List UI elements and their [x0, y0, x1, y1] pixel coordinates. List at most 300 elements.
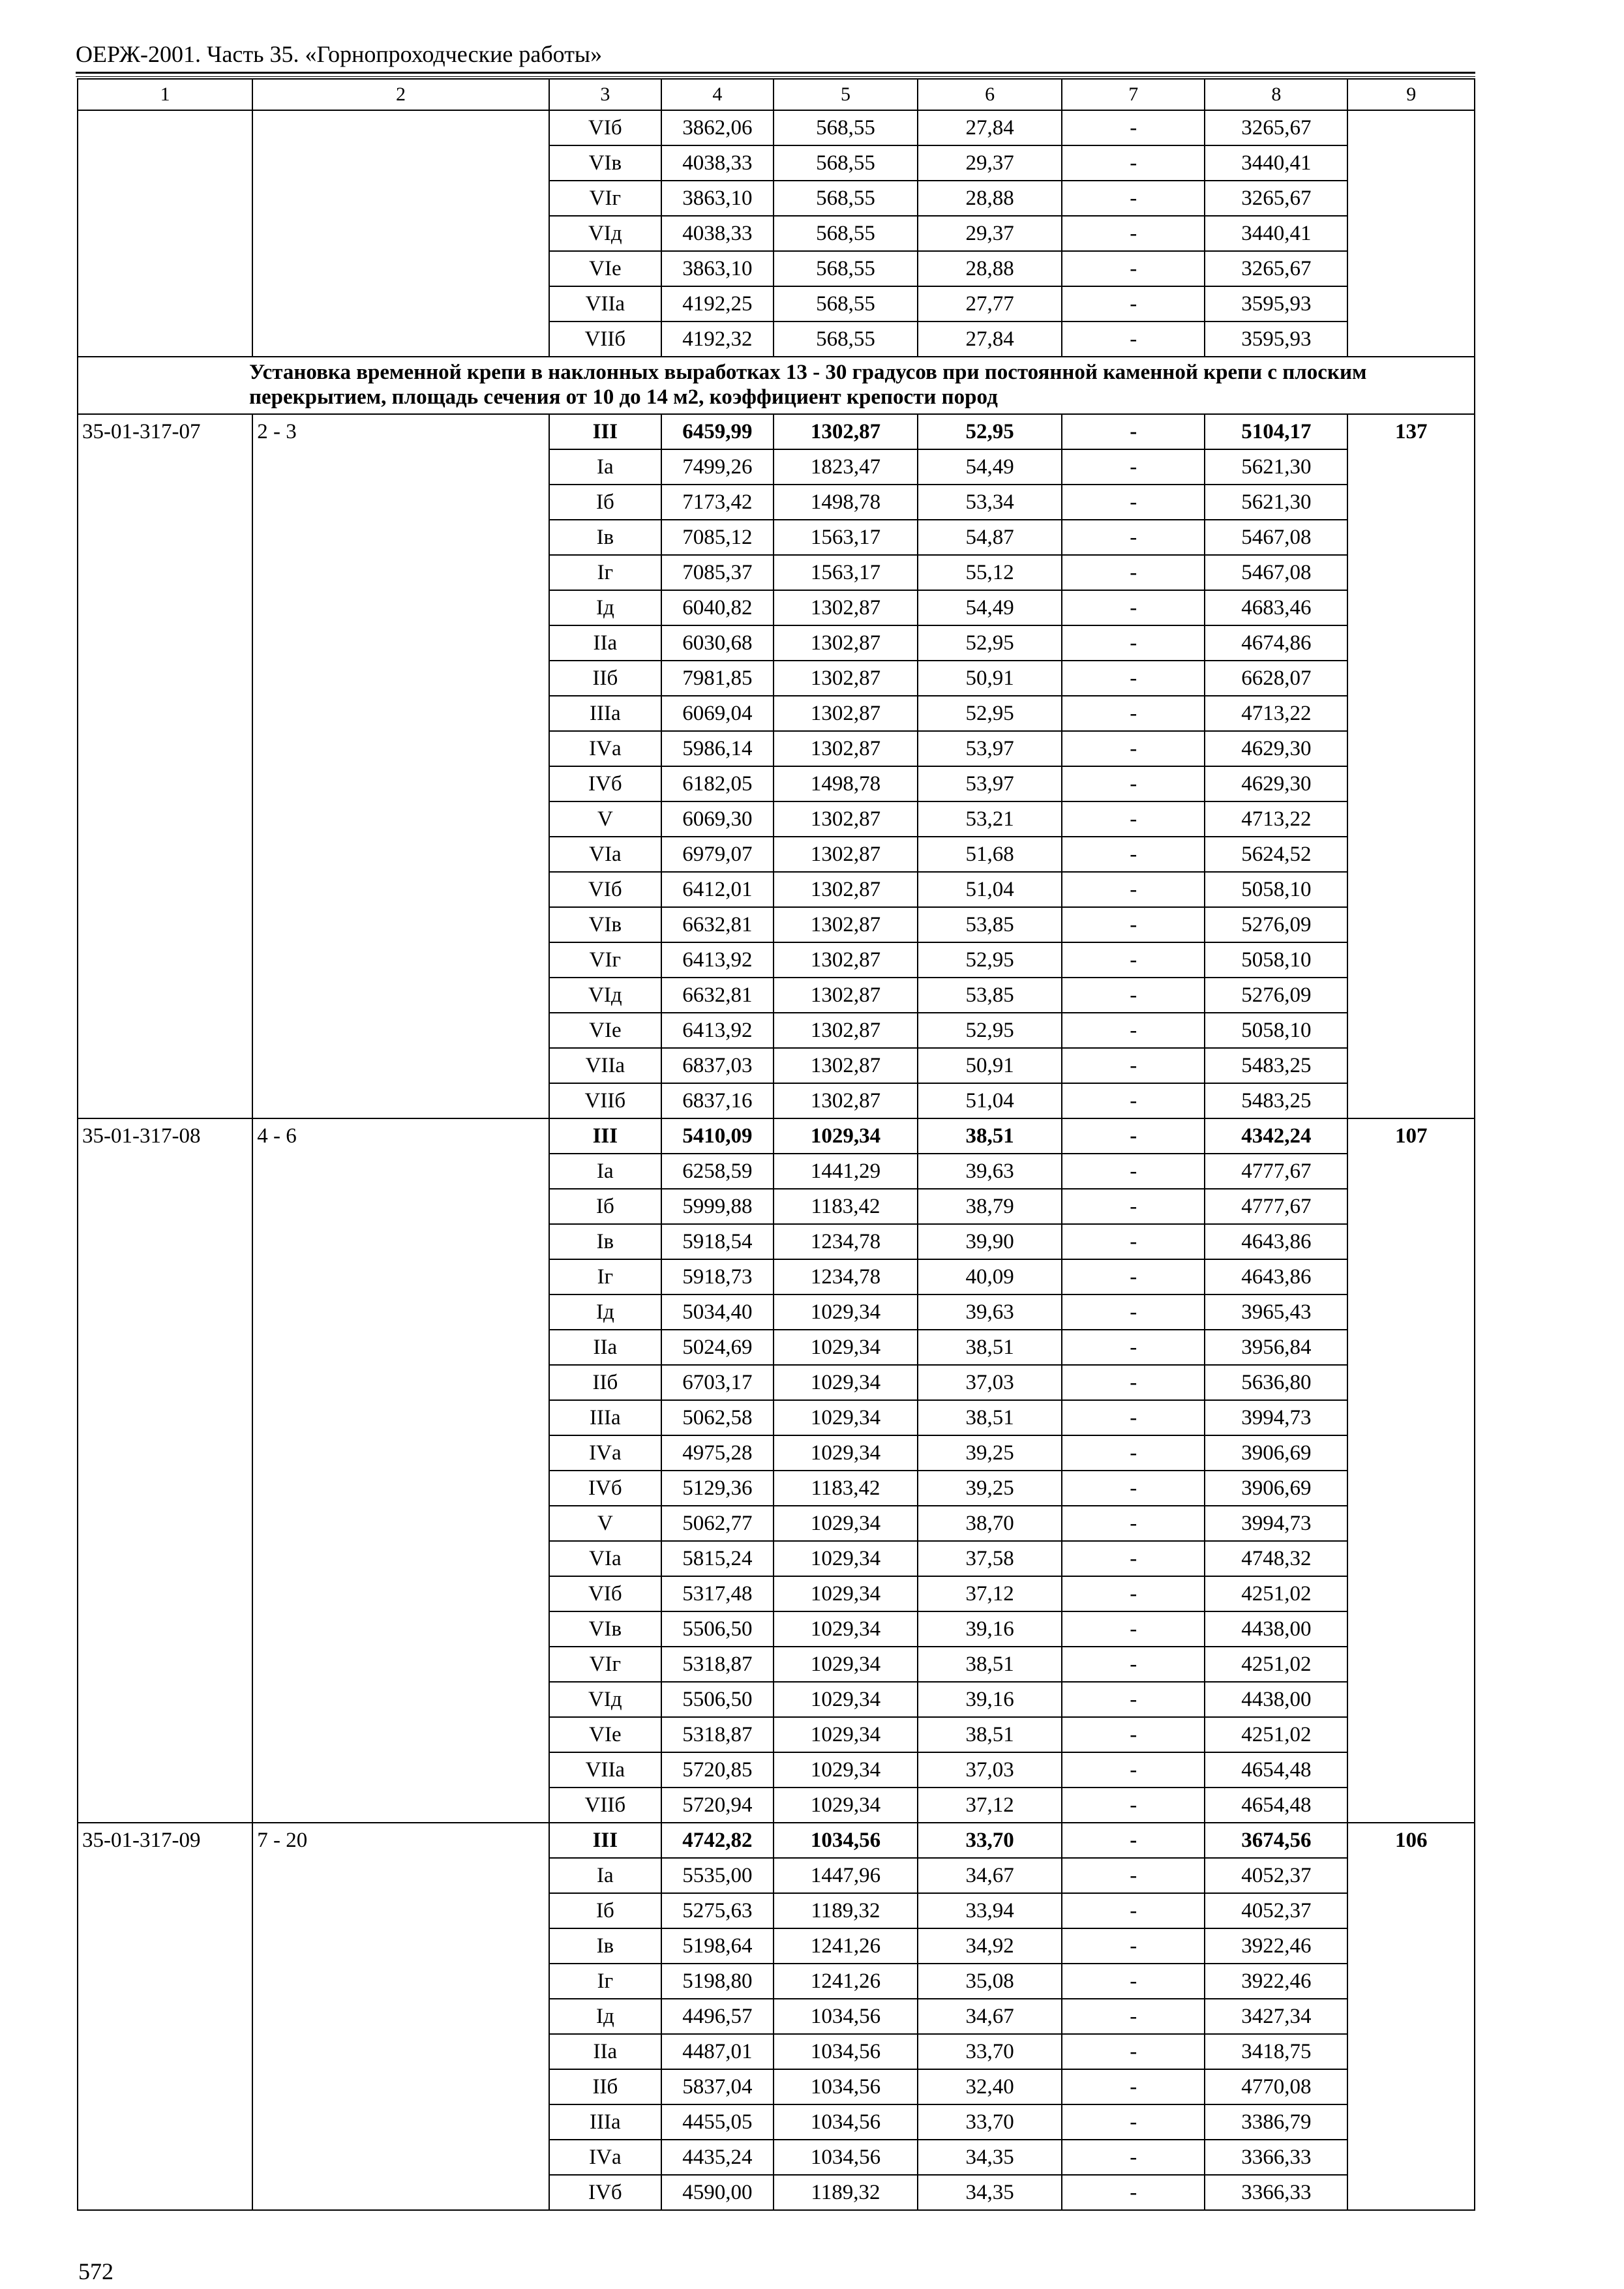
table-cell: 1189,32: [774, 2175, 918, 2210]
table-cell: -: [1062, 696, 1205, 731]
table-cell: 4713,22: [1205, 696, 1347, 731]
table-cell: 4435,24: [661, 2140, 774, 2175]
table-cell: III: [549, 1823, 661, 1858]
column-number: 1: [78, 79, 252, 110]
table-cell: 3863,10: [661, 251, 774, 286]
table-cell: 4052,37: [1205, 1893, 1347, 1928]
table-cell: -: [1062, 1858, 1205, 1893]
table-cell: 3265,67: [1205, 181, 1347, 216]
table-cell: 3427,34: [1205, 1999, 1347, 2034]
table-cell: -: [1062, 1400, 1205, 1435]
code-cell: [78, 110, 252, 357]
table-cell: 6040,82: [661, 590, 774, 625]
table-cell: 5621,30: [1205, 485, 1347, 520]
table-cell: 3265,67: [1205, 251, 1347, 286]
table-cell: 4770,08: [1205, 2069, 1347, 2104]
table-cell: -: [1062, 1752, 1205, 1788]
section-title-text: Установка временной крепи в наклонных выработках 13 - 30 градусов при постоянной каменной крепи с плоским перекрытием, площадь сечения от 10 до 14 м2, коэффициент крепости пород: [249, 361, 1367, 409]
table-cell: 27,84: [918, 110, 1062, 145]
table-cell: -: [1062, 1259, 1205, 1294]
table-cell: 34,92: [918, 1928, 1062, 1964]
table-cell: 7499,26: [661, 449, 774, 485]
table-cell: 50,91: [918, 661, 1062, 696]
table-cell: -: [1062, 555, 1205, 590]
table-cell: 5506,50: [661, 1682, 774, 1717]
table-cell: 34,67: [918, 1999, 1062, 2034]
table-cell: V: [549, 801, 661, 837]
table-row: [78, 1118, 1475, 1154]
table-cell: -: [1062, 731, 1205, 766]
table-cell: VIIа: [549, 1752, 661, 1788]
table-cell: 5506,50: [661, 1611, 774, 1647]
table-cell: 5198,64: [661, 1928, 774, 1964]
table-cell: 3994,73: [1205, 1506, 1347, 1541]
table-cell: 52,95: [918, 1013, 1062, 1048]
table-cell: Iд: [549, 1999, 661, 2034]
table-cell: -: [1062, 1118, 1205, 1154]
table-cell: -: [1062, 322, 1205, 357]
table-cell: 3366,33: [1205, 2175, 1347, 2210]
table-cell: 1302,87: [774, 942, 918, 978]
column-number: 3: [549, 79, 661, 110]
table-cell: 33,70: [918, 2034, 1062, 2069]
range-cell: 7 - 20: [252, 1823, 549, 2210]
table-cell: 52,95: [918, 696, 1062, 731]
table-cell: 5034,40: [661, 1294, 774, 1330]
table-cell: 37,58: [918, 1541, 1062, 1576]
table-cell: 1302,87: [774, 872, 918, 907]
table-cell: III: [549, 1118, 661, 1154]
table-cell: 4748,32: [1205, 1541, 1347, 1576]
table-cell: III: [549, 414, 661, 449]
table-cell: 7085,12: [661, 520, 774, 555]
table-cell: 5062,77: [661, 1506, 774, 1541]
table-cell: IIб: [549, 661, 661, 696]
table-cell: 53,97: [918, 731, 1062, 766]
table-row: [78, 414, 1475, 449]
table-cell: 5318,87: [661, 1647, 774, 1682]
table-cell: 5276,09: [1205, 907, 1347, 942]
table-cell: 38,79: [918, 1189, 1062, 1224]
table-cell: 33,70: [918, 2104, 1062, 2140]
column-number: 9: [1347, 79, 1475, 110]
section-heading-row: [78, 357, 1475, 414]
table-cell: 1029,34: [774, 1541, 918, 1576]
table-cell: VIIб: [549, 1788, 661, 1823]
range-cell: 2 - 3: [252, 414, 549, 1118]
table-cell: -: [1062, 1294, 1205, 1330]
table-cell: 5058,10: [1205, 1013, 1347, 1048]
table-cell: -: [1062, 1893, 1205, 1928]
table-cell: 1302,87: [774, 696, 918, 731]
table-cell: 5815,24: [661, 1541, 774, 1576]
table-cell: 6979,07: [661, 837, 774, 872]
table-cell: 1302,87: [774, 590, 918, 625]
column-number-row: [78, 79, 1475, 110]
table-cell: 5024,69: [661, 1330, 774, 1365]
table-cell: 5467,08: [1205, 555, 1347, 590]
column-number: 7: [1062, 79, 1205, 110]
table-cell: 6703,17: [661, 1365, 774, 1400]
table-cell: IVб: [549, 1471, 661, 1506]
header-rule: [76, 72, 1475, 74]
table-cell: IIIа: [549, 696, 661, 731]
table-cell: 1302,87: [774, 907, 918, 942]
table-cell: 29,37: [918, 216, 1062, 251]
table-cell: 5062,58: [661, 1400, 774, 1435]
table-cell: 5104,17: [1205, 414, 1347, 449]
table-cell: 5483,25: [1205, 1083, 1347, 1118]
table-cell: 3440,41: [1205, 216, 1347, 251]
table-cell: V: [549, 1506, 661, 1541]
table-cell: 6632,81: [661, 978, 774, 1013]
table-cell: IIа: [549, 625, 661, 661]
table-cell: 4643,86: [1205, 1259, 1347, 1294]
table-cell: 1441,29: [774, 1154, 918, 1189]
table-cell: 34,35: [918, 2140, 1062, 2175]
table-cell: Iв: [549, 1928, 661, 1964]
table-cell: 5276,09: [1205, 978, 1347, 1013]
table-cell: 6069,04: [661, 696, 774, 731]
table-cell: IIб: [549, 1365, 661, 1400]
table-cell: -: [1062, 801, 1205, 837]
table-cell: 6030,68: [661, 625, 774, 661]
table-cell: 1034,56: [774, 2140, 918, 2175]
table-cell: 5467,08: [1205, 520, 1347, 555]
column-number: 6: [918, 79, 1062, 110]
table-cell: 33,70: [918, 1823, 1062, 1858]
column-number: 4: [661, 79, 774, 110]
table-cell: 4654,48: [1205, 1752, 1347, 1788]
table-cell: 5317,48: [661, 1576, 774, 1611]
table-cell: 5275,63: [661, 1893, 774, 1928]
table-cell: 1029,34: [774, 1752, 918, 1788]
range-cell: 4 - 6: [252, 1118, 549, 1823]
table-cell: 29,37: [918, 145, 1062, 181]
table-cell: 53,21: [918, 801, 1062, 837]
table-cell: -: [1062, 1506, 1205, 1541]
table-cell: 4038,33: [661, 216, 774, 251]
table-cell: 4683,46: [1205, 590, 1347, 625]
table-cell: 54,49: [918, 449, 1062, 485]
table-cell: 1029,34: [774, 1118, 918, 1154]
table-cell: 1302,87: [774, 731, 918, 766]
table-cell: 51,04: [918, 1083, 1062, 1118]
table-cell: VIг: [549, 1647, 661, 1682]
table-cell: -: [1062, 872, 1205, 907]
table-cell: -: [1062, 520, 1205, 555]
table-cell: 6459,99: [661, 414, 774, 449]
table-cell: -: [1062, 661, 1205, 696]
table-cell: 1034,56: [774, 2034, 918, 2069]
table-cell: 1302,87: [774, 1013, 918, 1048]
table-cell: 6837,03: [661, 1048, 774, 1083]
table-cell: -: [1062, 145, 1205, 181]
table-cell: 1029,34: [774, 1506, 918, 1541]
table-cell: 54,49: [918, 590, 1062, 625]
table-cell: Iа: [549, 449, 661, 485]
table-cell: 33,94: [918, 1893, 1062, 1928]
table-cell: VIа: [549, 1541, 661, 1576]
table-cell: IIIа: [549, 2104, 661, 2140]
table-cell: 3922,46: [1205, 1964, 1347, 1999]
table-cell: 51,04: [918, 872, 1062, 907]
table-cell: 3994,73: [1205, 1400, 1347, 1435]
table-cell: -: [1062, 1435, 1205, 1471]
table-cell: -: [1062, 1365, 1205, 1400]
table-cell: 34,67: [918, 1858, 1062, 1893]
table-cell: IVа: [549, 731, 661, 766]
table-cell: 37,03: [918, 1365, 1062, 1400]
table-cell: -: [1062, 2175, 1205, 2210]
table-cell: 37,03: [918, 1752, 1062, 1788]
table-cell: VIд: [549, 216, 661, 251]
table-cell: 3906,69: [1205, 1471, 1347, 1506]
table-cell: 52,95: [918, 414, 1062, 449]
table-cell: 5198,80: [661, 1964, 774, 1999]
table-cell: 39,25: [918, 1471, 1062, 1506]
table-cell: VIа: [549, 837, 661, 872]
table-cell: 34,35: [918, 2175, 1062, 2210]
table-cell: -: [1062, 1788, 1205, 1823]
table-cell: 39,90: [918, 1224, 1062, 1259]
table-cell: -: [1062, 1611, 1205, 1647]
table-cell: 5720,94: [661, 1788, 774, 1823]
table-cell: 53,85: [918, 978, 1062, 1013]
table-cell: 568,55: [774, 216, 918, 251]
table-cell: -: [1062, 1048, 1205, 1083]
table-cell: 4038,33: [661, 145, 774, 181]
table-cell: 3965,43: [1205, 1294, 1347, 1330]
table-cell: VIв: [549, 145, 661, 181]
col9-cell: 106: [1347, 1823, 1475, 2210]
range-cell: [252, 110, 549, 357]
table-cell: Iв: [549, 520, 661, 555]
table-cell: -: [1062, 2069, 1205, 2104]
table-cell: 4251,02: [1205, 1576, 1347, 1611]
table-cell: 28,88: [918, 251, 1062, 286]
table-cell: 28,88: [918, 181, 1062, 216]
table-cell: 4643,86: [1205, 1224, 1347, 1259]
table-cell: 1034,56: [774, 1823, 918, 1858]
table-cell: 7173,42: [661, 485, 774, 520]
table-cell: VIг: [549, 181, 661, 216]
table-cell: 37,12: [918, 1788, 1062, 1823]
table-cell: 53,85: [918, 907, 1062, 942]
table-cell: 1183,42: [774, 1471, 918, 1506]
table-cell: 5535,00: [661, 1858, 774, 1893]
table-body: [78, 79, 1475, 2210]
table-cell: 53,97: [918, 766, 1062, 801]
table-cell: 4192,25: [661, 286, 774, 322]
table-cell: 7085,37: [661, 555, 774, 590]
table-cell: 5999,88: [661, 1189, 774, 1224]
table-cell: -: [1062, 907, 1205, 942]
table-cell: 38,51: [918, 1647, 1062, 1682]
table-cell: 1029,34: [774, 1576, 918, 1611]
table-cell: 54,87: [918, 520, 1062, 555]
table-cell: 5636,80: [1205, 1365, 1347, 1400]
table-cell: 3674,56: [1205, 1823, 1347, 1858]
table-cell: 27,84: [918, 322, 1062, 357]
table-row: [78, 1823, 1475, 1858]
table-cell: 7981,85: [661, 661, 774, 696]
table-cell: 3595,93: [1205, 286, 1347, 322]
table-cell: 4654,48: [1205, 1788, 1347, 1823]
table-cell: -: [1062, 1717, 1205, 1752]
table-cell: 1302,87: [774, 801, 918, 837]
table-cell: 1241,26: [774, 1928, 918, 1964]
table-cell: 4251,02: [1205, 1647, 1347, 1682]
table-cell: 568,55: [774, 251, 918, 286]
price-table: [77, 78, 1475, 2211]
table-cell: Iг: [549, 1259, 661, 1294]
table-cell: 1034,56: [774, 2069, 918, 2104]
table-cell: 53,34: [918, 485, 1062, 520]
table-cell: 6258,59: [661, 1154, 774, 1189]
table-cell: -: [1062, 2140, 1205, 2175]
table-cell: -: [1062, 1999, 1205, 2034]
table-cell: 4455,05: [661, 2104, 774, 2140]
table-cell: -: [1062, 1083, 1205, 1118]
table-cell: -: [1062, 449, 1205, 485]
table-cell: 39,25: [918, 1435, 1062, 1471]
header-rule-thin: [76, 76, 1475, 77]
col9-cell: 137: [1347, 414, 1475, 1118]
table-cell: 4590,00: [661, 2175, 774, 2210]
table-cell: 52,95: [918, 942, 1062, 978]
table-cell: 4975,28: [661, 1435, 774, 1471]
table-cell: 1029,34: [774, 1365, 918, 1400]
table-cell: 1498,78: [774, 766, 918, 801]
table-cell: IIб: [549, 2069, 661, 2104]
table-cell: 5058,10: [1205, 942, 1347, 978]
table-cell: 3265,67: [1205, 110, 1347, 145]
table-cell: 3863,10: [661, 181, 774, 216]
table-cell: 38,51: [918, 1118, 1062, 1154]
table-cell: VIв: [549, 1611, 661, 1647]
table-cell: 5986,14: [661, 731, 774, 766]
table-cell: 1029,34: [774, 1330, 918, 1365]
table-cell: 3366,33: [1205, 2140, 1347, 2175]
table-cell: VIе: [549, 251, 661, 286]
table-cell: 4052,37: [1205, 1858, 1347, 1893]
column-number: 5: [774, 79, 918, 110]
table-cell: 1029,34: [774, 1400, 918, 1435]
table-cell: 3386,79: [1205, 2104, 1347, 2140]
table-cell: IVб: [549, 766, 661, 801]
table-cell: -: [1062, 2034, 1205, 2069]
table-cell: 6413,92: [661, 942, 774, 978]
table-cell: 5621,30: [1205, 449, 1347, 485]
table-cell: VIIа: [549, 286, 661, 322]
table-cell: 3418,75: [1205, 2034, 1347, 2069]
table-cell: 5129,36: [661, 1471, 774, 1506]
table-cell: 6413,92: [661, 1013, 774, 1048]
table-cell: 27,77: [918, 286, 1062, 322]
code-cell: 35-01-317-08: [78, 1118, 252, 1823]
table-cell: 5410,09: [661, 1118, 774, 1154]
table-cell: 4487,01: [661, 2034, 774, 2069]
table-cell: 39,16: [918, 1682, 1062, 1717]
page-header: ОЕРЖ-2001. Часть 35. «Горнопроходческие работы»: [76, 41, 603, 67]
table-cell: -: [1062, 1647, 1205, 1682]
table-cell: 4777,67: [1205, 1154, 1347, 1189]
table-cell: 4251,02: [1205, 1717, 1347, 1752]
table-cell: 1302,87: [774, 414, 918, 449]
table-cell: 38,70: [918, 1506, 1062, 1541]
table-cell: 52,95: [918, 625, 1062, 661]
table-cell: -: [1062, 978, 1205, 1013]
table-cell: 1823,47: [774, 449, 918, 485]
table-cell: 1029,34: [774, 1647, 918, 1682]
table-cell: 4192,32: [661, 322, 774, 357]
table-cell: 3440,41: [1205, 145, 1347, 181]
column-number: 8: [1205, 79, 1347, 110]
table-cell: VIе: [549, 1717, 661, 1752]
table-cell: -: [1062, 942, 1205, 978]
table-cell: 3956,84: [1205, 1330, 1347, 1365]
table-cell: 5837,04: [661, 2069, 774, 2104]
table-cell: -: [1062, 1928, 1205, 1964]
table-row: [78, 110, 1475, 145]
table-cell: VIб: [549, 110, 661, 145]
table-cell: 39,16: [918, 1611, 1062, 1647]
table-cell: IIIа: [549, 1400, 661, 1435]
table-cell: 4713,22: [1205, 801, 1347, 837]
table-cell: -: [1062, 1189, 1205, 1224]
table-cell: 50,91: [918, 1048, 1062, 1083]
table-cell: 6069,30: [661, 801, 774, 837]
table-cell: -: [1062, 485, 1205, 520]
table-cell: 4438,00: [1205, 1611, 1347, 1647]
table-cell: Iа: [549, 1154, 661, 1189]
table-cell: -: [1062, 286, 1205, 322]
table-cell: 5918,54: [661, 1224, 774, 1259]
table-cell: VIд: [549, 978, 661, 1013]
page-number: 572: [78, 2258, 113, 2284]
table-cell: -: [1062, 625, 1205, 661]
table-cell: IVб: [549, 2175, 661, 2210]
table-cell: 1034,56: [774, 1999, 918, 2034]
table-cell: VIе: [549, 1013, 661, 1048]
table-cell: VIб: [549, 1576, 661, 1611]
table-cell: -: [1062, 1154, 1205, 1189]
table-cell: -: [1062, 181, 1205, 216]
table-cell: 568,55: [774, 110, 918, 145]
table-cell: -: [1062, 1823, 1205, 1858]
table-cell: 1189,32: [774, 1893, 918, 1928]
column-number: 2: [252, 79, 549, 110]
table-cell: -: [1062, 110, 1205, 145]
table-cell: VIIб: [549, 322, 661, 357]
table-cell: 6628,07: [1205, 661, 1347, 696]
table-cell: 1302,87: [774, 625, 918, 661]
code-cell: 35-01-317-09: [78, 1823, 252, 2210]
table-cell: -: [1062, 1964, 1205, 1999]
table-cell: Iд: [549, 590, 661, 625]
table-cell: 1034,56: [774, 2104, 918, 2140]
table-cell: 1563,17: [774, 520, 918, 555]
table-cell: 38,51: [918, 1717, 1062, 1752]
table-cell: 3862,06: [661, 110, 774, 145]
table-cell: 6412,01: [661, 872, 774, 907]
table-cell: 1302,87: [774, 978, 918, 1013]
table-cell: 1029,34: [774, 1682, 918, 1717]
col9-cell: 107: [1347, 1118, 1475, 1823]
table-cell: Iв: [549, 1224, 661, 1259]
table-cell: 568,55: [774, 286, 918, 322]
